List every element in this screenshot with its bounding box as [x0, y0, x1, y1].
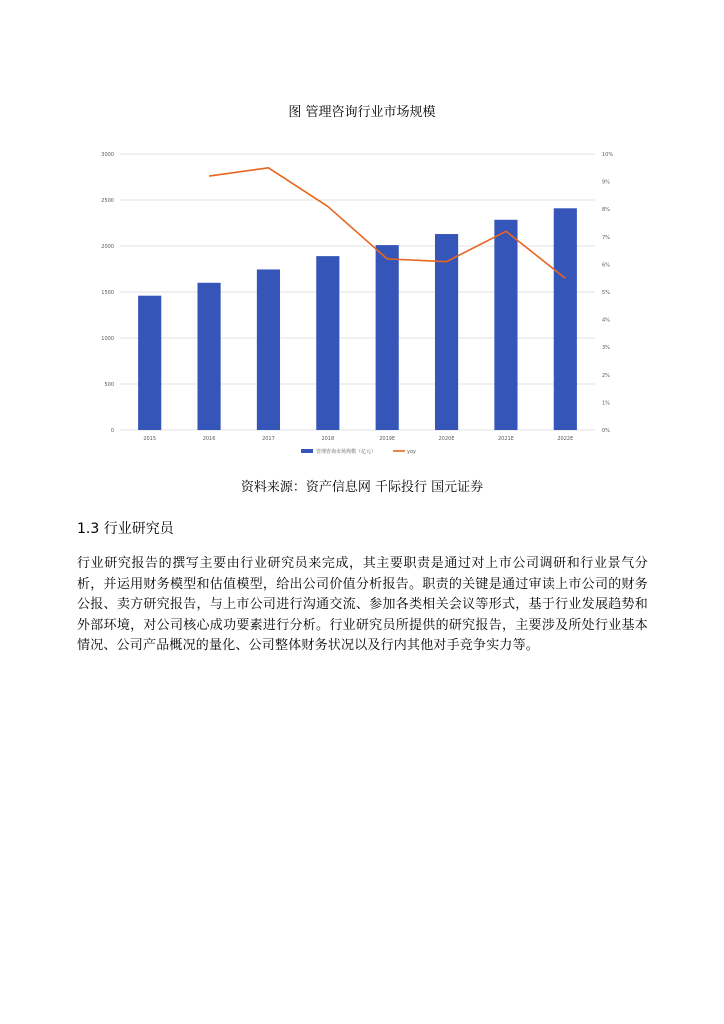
- x-axis-tick-label: 2016: [202, 436, 216, 442]
- bar: [435, 234, 458, 430]
- legend-bar-label: 管理咨询市场规模（亿元）: [316, 449, 377, 455]
- x-axis-tick-label: 2017: [262, 436, 275, 442]
- x-axis-tick-label: 2018: [321, 436, 335, 442]
- right-axis-tick-label: 7%: [602, 234, 610, 241]
- right-axis-tick-label: 1%: [602, 400, 610, 407]
- chart-bars: [138, 208, 577, 430]
- bar: [376, 245, 399, 430]
- right-axis-tick-label: 5%: [602, 290, 610, 296]
- bar: [257, 269, 280, 430]
- bar: [138, 296, 161, 430]
- right-axis-tick-label: 8%: [602, 207, 610, 214]
- right-axis-tick-label: 6%: [602, 262, 610, 269]
- right-axis-tick-label: 10%: [602, 152, 614, 158]
- right-axis-tick-label: 9%: [602, 179, 610, 186]
- legend-bar-swatch: [301, 449, 313, 453]
- x-axis-tick-label: 2020E: [438, 436, 455, 442]
- chart-legend: [301, 448, 416, 455]
- right-axis-tick-label: 0%: [602, 428, 610, 434]
- market-size-chart: [95, 143, 630, 463]
- right-axis-tick-label: 4%: [602, 317, 610, 324]
- left-axis-tick-label: 1000: [101, 336, 114, 342]
- x-axis-ticks: [143, 436, 573, 442]
- right-axis-ticks: [602, 152, 613, 434]
- x-axis-tick-label: 2019E: [379, 436, 396, 442]
- section-paragraph: 行业研究报告的撰写主要由行业研究员来完成，其主要职责是通过对上市公司调研和行业景气分析，并运用财务模型和估值模型，给出公司价值分析报告。职责的关键是通过审读上市公司的财务公报、卖方研究报告，与上市公司进行沟通交流、参加各类相关会议等形式，基于行业发展趋势和外部环境，对公司核心成功要素进行分析。行业研究员所提供的研究报告，主要涉及所处行业基本情况、公司产品概况的量化、公司整体财务状况以及行内其他对手竞争实力等。: [77, 556, 648, 653]
- x-axis-tick-label: 2022E: [557, 436, 574, 442]
- legend-line-label: yoy: [407, 449, 416, 455]
- right-axis-tick-label: 2%: [602, 372, 610, 379]
- left-axis-tick-label: 3000: [101, 152, 114, 158]
- figure-title: 图 管理咨询行业市场规模: [288, 105, 436, 120]
- left-axis-tick-label: 500: [104, 382, 114, 388]
- bar: [316, 256, 339, 430]
- left-axis-tick-label: 1500: [101, 290, 114, 296]
- left-axis-tick-label: 0: [110, 428, 114, 434]
- section-heading: 1.3 行业研究员: [77, 521, 174, 537]
- x-axis-tick-label: 2021E: [497, 436, 514, 442]
- bar: [554, 208, 577, 430]
- bar: [197, 283, 220, 430]
- x-axis-tick-label: 2015: [143, 436, 157, 442]
- right-axis-tick-label: 3%: [602, 345, 610, 352]
- figure-source: 资料来源：资产信息网 千际投行 国元证券: [240, 480, 484, 495]
- bar: [494, 220, 517, 430]
- left-axis-tick-label: 2000: [101, 244, 114, 250]
- left-axis-tick-label: 2500: [101, 198, 114, 204]
- chart-gridlines: [120, 154, 595, 430]
- left-axis-ticks: [101, 152, 114, 434]
